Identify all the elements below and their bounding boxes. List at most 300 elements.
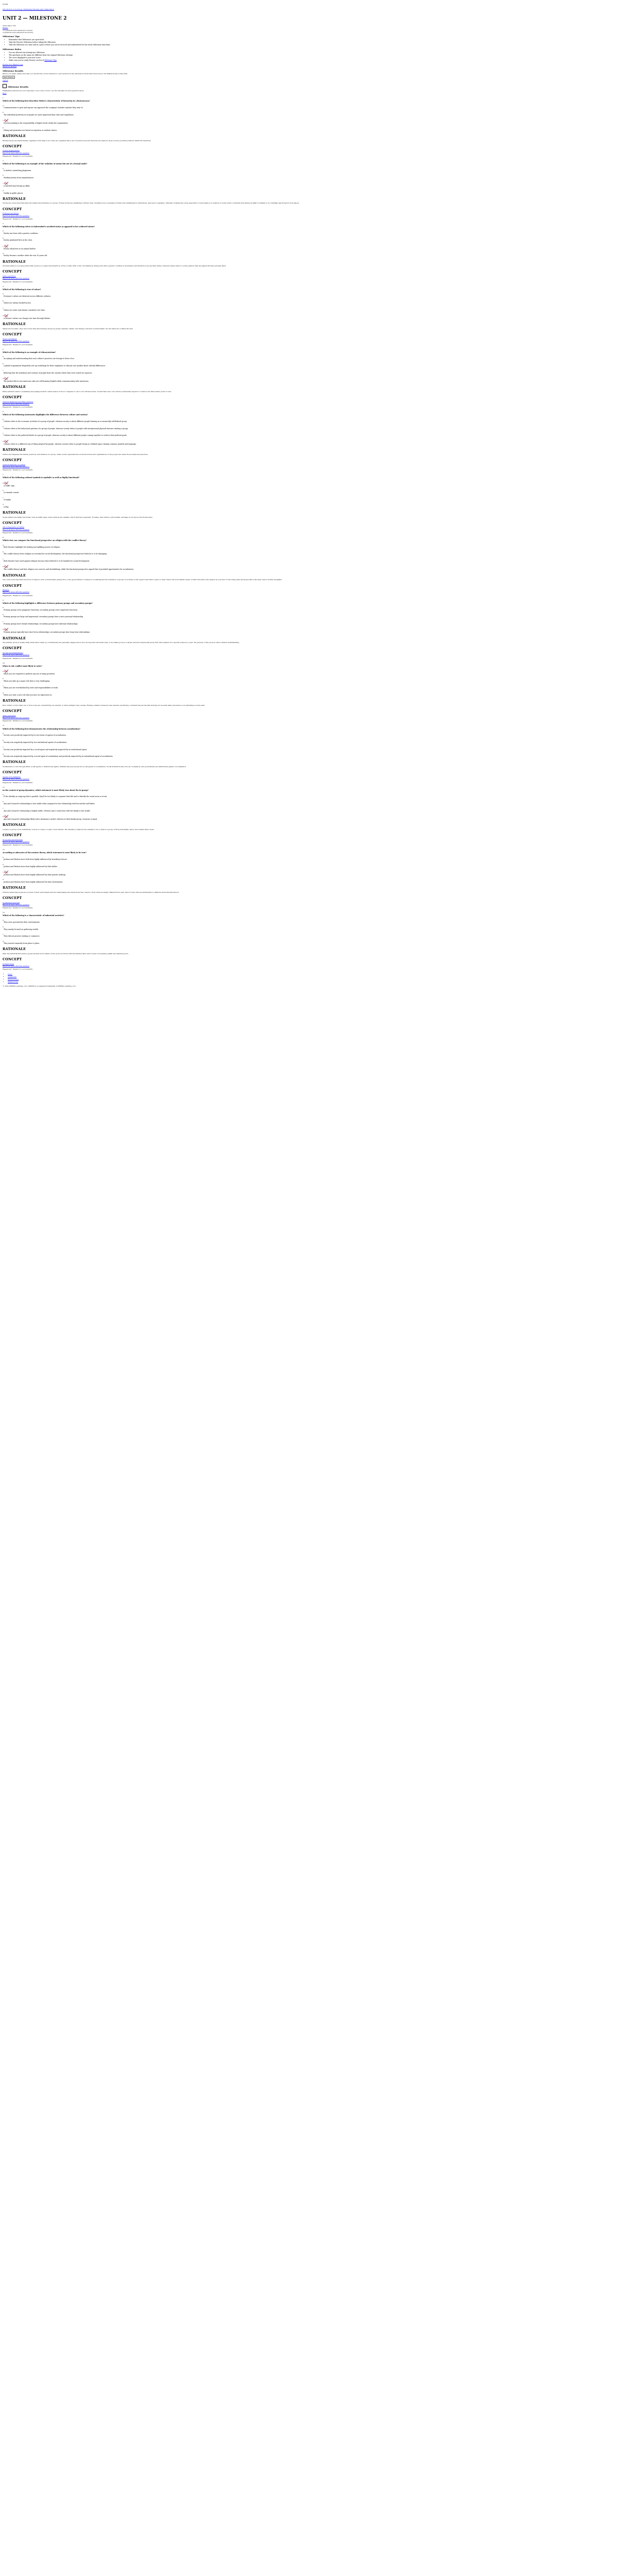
- rationale-heading: RATIONALE: [3, 385, 26, 389]
- rationale-text: One of the most important functions of religion, from a functionalist perspective, is the opportunities it creates for socializing and the formation of groups. It provides social support and offers a place to meet others who hold similar values. Conflict theorists view religion as a product of the ruling class and argue that it has been used to further inequality.: [3, 579, 282, 581]
- option-letter: b: [3, 551, 4, 553]
- option-letter: b: [3, 299, 4, 302]
- question-block: [3, 97, 610, 157]
- option-letter: a: [3, 293, 4, 295]
- answer-option[interactable]: [3, 127, 610, 131]
- concept-heading: CONCEPT: [3, 520, 22, 525]
- concept-heading: CONCEPT: [3, 332, 22, 337]
- option-letter: c: [3, 245, 4, 247]
- answer-option[interactable]: [3, 753, 610, 758]
- option-letter: d: [3, 377, 4, 380]
- option-letter: b: [3, 863, 4, 866]
- answer-option[interactable]: [3, 174, 610, 179]
- concept-link[interactable]: Status and Roles: [3, 714, 16, 717]
- report-issue-link[interactable]: Report an issue with this question: [3, 778, 30, 781]
- footer-link[interactable]: Home: [8, 973, 13, 976]
- report-issue-link[interactable]: Report an issue with this question: [3, 903, 30, 906]
- option-letter: b: [3, 237, 4, 240]
- milestone-tips-link[interactable]: Milestone Tips: [44, 59, 57, 61]
- rule-item: [9, 59, 610, 61]
- answer-option[interactable]: [3, 551, 610, 555]
- option-letter: d: [3, 940, 4, 942]
- concept-link[interactable]: Societal Types: [3, 962, 14, 965]
- option-letter: d: [3, 628, 4, 631]
- report-issue-link[interactable]: Report an issue with this question: [3, 465, 30, 468]
- report-issue-link[interactable]: Report an issue with this question: [3, 151, 30, 154]
- option-text: Stealing money from acquaintances.: [4, 176, 35, 179]
- answer-option[interactable]: [3, 544, 610, 549]
- answer-option[interactable]: [3, 105, 610, 109]
- concept-link-row: [3, 215, 610, 217]
- answer-option[interactable]: [3, 815, 610, 820]
- tip-item: • Take the Practice Milestone before taking the Milestone.: [9, 41, 610, 43]
- option-text: They were governed by their environments.: [4, 921, 40, 923]
- question-text: Which of the following best describes Weber's characteristic of hierarchy in a bureaucracy?: [3, 100, 90, 103]
- option-text: Decision-making is the responsibility of higher levels within the organization.: [4, 122, 68, 125]
- feedback-text: Hegemonic: Thanks for your feedback.: [3, 781, 33, 784]
- option-letter: a: [3, 230, 4, 232]
- question-text: Which of the following is an example of the violation of norms but not of a formal mode?: [3, 163, 88, 165]
- concept-link[interactable]: Groups and Organizations: [3, 651, 23, 654]
- tips-title: Milestone Tips: [3, 35, 20, 38]
- option-text: When you are required to perform any one of many priorities.: [4, 673, 56, 675]
- answer-option[interactable]: [3, 669, 610, 675]
- rule-item: [9, 54, 610, 56]
- option-text: Values are always backed by law.: [4, 302, 31, 304]
- answer-option[interactable]: [3, 558, 610, 563]
- option-letter: a: [3, 355, 4, 358]
- feedback-text: Hegemonic: Thanks for your feedback.: [3, 907, 33, 909]
- feedback-text: Hegemonic: Thanks for your feedback.: [3, 594, 33, 597]
- concept-link[interactable]: Values and Beliefs: [3, 337, 17, 340]
- question-number: 8: [3, 536, 4, 539]
- option-letter: a: [3, 732, 4, 734]
- option-letter: c: [3, 307, 4, 309]
- option-text: Society was positively impacted by a social agent and negatively impacted by an institutional agent.: [4, 748, 88, 751]
- concept-heading: CONCEPT: [3, 144, 22, 148]
- correct-count: 16 questions were answered correctly.: [3, 29, 33, 31]
- selected-check-icon: [4, 181, 9, 185]
- feedback-text: Hegemonic: Thanks for your feedback.: [3, 968, 33, 971]
- rationale-text: Norms are social rules that guide the beliefs and principles of a group. Formal norms are established, written rules. Violating a mos, meaning a formal norm established by institutions, may lead to penalties. Although violating the social expectation of monogamy is a violation of social norms, a married man having an affair is unlikely to be criminally sanctioned in most places.: [3, 202, 300, 205]
- question-number: 11: [3, 724, 5, 727]
- report-issue-link[interactable]: Report an issue with this question: [3, 214, 30, 217]
- option-letter: b: [3, 174, 4, 177]
- concept-link[interactable]: Socialization and Self: [3, 901, 20, 904]
- footer-item: [8, 973, 610, 975]
- report-issue-link[interactable]: Report an issue with this question: [3, 340, 30, 343]
- option-letter: d: [3, 252, 4, 255]
- option-letter: b: [3, 613, 4, 616]
- answer-option[interactable]: [3, 190, 610, 194]
- option-letter: c: [3, 119, 4, 122]
- answer-option[interactable]: [3, 377, 610, 382]
- back-link[interactable]: Back: [3, 92, 7, 95]
- answer-option[interactable]: [3, 111, 610, 116]
- selected-check-icon: [4, 481, 9, 485]
- answer-option[interactable]: [3, 439, 610, 445]
- option-text: Society was negatively impacted by two institutional agents of socialization.: [4, 741, 67, 743]
- concept-link-row: [3, 277, 610, 279]
- answer-option[interactable]: [3, 940, 610, 945]
- report-issue-link[interactable]: Report an issue with this question: [3, 841, 30, 843]
- selected-check-icon: [4, 118, 9, 122]
- course-link[interactable]: Introduction to Sociology: Embracing Diversity and Collaboration: [3, 8, 55, 11]
- selected-check-icon: [4, 815, 9, 818]
- selected-check-icon: [4, 439, 9, 443]
- answer-option[interactable]: [3, 878, 610, 883]
- concept-link-row: [3, 152, 610, 154]
- question-number: 4: [3, 285, 4, 287]
- answer-option[interactable]: [3, 237, 610, 242]
- tips-list: [3, 39, 610, 46]
- feedback-text: Hegemonic: Thanks for your feedback.: [3, 657, 33, 659]
- answer-option[interactable]: [3, 933, 610, 938]
- feedback-text: Hegemonic: Thanks for your feedback.: [3, 844, 33, 846]
- question-block: [3, 473, 610, 534]
- question-text: Which of the following is an example of ethnocentrism?: [3, 351, 56, 353]
- answer-option[interactable]: [3, 565, 610, 570]
- answer-option[interactable]: [3, 432, 610, 437]
- report-issue-link[interactable]: Report an issue with this question: [3, 403, 30, 405]
- option-text: Both theories highlight the healing and uplifting powers of religion.: [4, 546, 60, 548]
- option-letter: d: [3, 503, 4, 506]
- review-desc: Highlighted answers are your responses. If you were correct, see the rationale for each question below.: [3, 89, 84, 92]
- rationale-heading: RATIONALE: [3, 823, 26, 827]
- selected-check-icon: [4, 870, 9, 874]
- concept-link[interactable]: Cultural Relativism and Ethnocentrism: [3, 400, 33, 403]
- option-letter: c: [3, 496, 4, 499]
- concept-heading: CONCEPT: [3, 395, 22, 400]
- results-title: Milestone Results: [3, 69, 24, 72]
- question-number: 6: [3, 411, 4, 413]
- concept-heading: CONCEPT: [3, 646, 22, 651]
- option-text: The conflict theory views religion as essential for social development, the functional perspective believes it to be damaging.: [4, 553, 107, 555]
- option-text: Primary groups are large and impersonal; secondary groups have a more personal relationship.: [4, 616, 84, 618]
- cancel-link[interactable]: Cancel: [3, 79, 8, 82]
- concept-heading: CONCEPT: [3, 895, 22, 900]
- rationale-text: Role conflict occurs when one or more roles are contradicting one another or when multiple roles overlap. Finding a balance between roles requires prioritizing. A student may decide that studying for an exam takes precedence over attending a social event.: [3, 704, 205, 706]
- answer-option[interactable]: [3, 621, 610, 625]
- answer-option[interactable]: [3, 926, 610, 930]
- concept-link[interactable]: Religion: [3, 589, 9, 591]
- rationale-heading: RATIONALE: [3, 947, 26, 952]
- option-letter: c: [3, 746, 4, 749]
- option-text: A traffic sign.: [4, 484, 15, 487]
- option-text: When you take up a major role that is very challenging.: [4, 680, 50, 682]
- option-letter: d: [3, 440, 4, 443]
- footer-link[interactable]: Privacy Policy: [8, 978, 19, 980]
- option-text: A Person's values can change over time through debate.: [4, 317, 51, 320]
- answer-option[interactable]: [3, 497, 610, 501]
- rationale-heading: RATIONALE: [3, 322, 26, 327]
- option-text: Hiring and promotion are based on nepotism or random chance.: [4, 129, 58, 131]
- rule-text: Make sure you're ready. Review our list of: [9, 59, 45, 61]
- option-letter: a: [3, 104, 4, 107]
- option-text: Believing that the traditions and customs of people from the country where they were raised are superior.: [4, 371, 92, 374]
- question-block: [3, 849, 610, 909]
- option-text: The individual preferences of people are more important than rules and regulations.: [4, 113, 74, 116]
- start-review-button[interactable]: Start Review: [4, 76, 14, 79]
- option-letter: d: [3, 127, 4, 129]
- option-letter: a: [3, 482, 4, 484]
- option-text: A global organization frequently sets up workshops for their employees to educate one another about cultural differences.: [4, 365, 106, 367]
- concept-heading: CONCEPT: [3, 457, 22, 462]
- feedback-text: Hegemonic: Thanks for your feedback.: [3, 217, 33, 220]
- concept-link-row: [3, 591, 610, 593]
- option-letter: d: [3, 190, 4, 192]
- tip-item: • Take the Milestone at a time and in a place where you can be focused and undisturbed for the entire Milestone time limit.: [9, 44, 610, 46]
- rationale-heading: RATIONALE: [3, 760, 26, 765]
- answer-option[interactable]: [3, 614, 610, 618]
- report-issue-link[interactable]: Report an issue with this question: [3, 717, 30, 719]
- option-text: Primary groups have formal relationships; secondary groups have informal relationships.: [4, 622, 78, 625]
- option-letter: a: [3, 856, 4, 858]
- rationale-text: Some symbols are highly functional, such as traffic signs. Some symbols are valuable only in that they represent. Trophies, blue ribbons, gold medals, and flags do not have a functional value.: [3, 516, 153, 518]
- option-text: When you are overwhelmed by roles and responsibilities at work.: [4, 687, 58, 689]
- footer: [3, 973, 610, 987]
- answer-option[interactable]: [3, 418, 610, 423]
- double-mastery-link[interactable]: Double Your Mastery type: [3, 63, 23, 66]
- concept-heading: CONCEPT: [3, 770, 22, 775]
- rule-item: [9, 57, 610, 59]
- rule-text: The questions on the exam are different from the original Milestone attempt.: [9, 54, 73, 57]
- selected-check-icon: [4, 628, 9, 631]
- results-desc: Before you begin, please note that you can find the correct answers to each question in the rationale sections that follow below. The Milestone has a time limit.: [3, 73, 128, 75]
- option-letter: d: [3, 691, 4, 694]
- option-text: Jackson and Hudson have been highly influenced by their genetic makeup.: [4, 874, 66, 876]
- answer-option[interactable]: [3, 118, 610, 124]
- option-letter: a: [3, 167, 4, 170]
- checkbox-icon[interactable]: [3, 84, 7, 88]
- answer-option[interactable]: [3, 746, 610, 751]
- question-block: [3, 223, 610, 283]
- question-block: [3, 786, 610, 846]
- score-block: [3, 25, 610, 33]
- answer-option[interactable]: [3, 252, 610, 257]
- option-letter-row: [3, 181, 610, 185]
- option-letter: a: [3, 670, 4, 672]
- answer-option[interactable]: [3, 732, 610, 737]
- question-text: Which of the following cultural symbols is symbolic as well as highly functional?: [3, 477, 80, 479]
- selected-check-icon: [4, 565, 9, 568]
- question-block: [3, 160, 610, 220]
- option-letter-row: [3, 815, 610, 818]
- answer-option[interactable]: [3, 314, 610, 319]
- option-letter: b: [3, 111, 4, 114]
- answer-option[interactable]: [3, 919, 610, 924]
- rationale-text: Socialization occurs through either social agents or institutional agents. Families and peer groups are social agents of socialization. Social institutions like schools, workplaces, and governments are institutional agents of socialization.: [3, 766, 186, 768]
- answer-option[interactable]: [3, 230, 610, 234]
- concept-link[interactable]: The Components of Culture: [3, 526, 25, 529]
- option-text: Nudity in public places.: [4, 192, 24, 194]
- concept-heading: CONCEPT: [3, 583, 22, 588]
- option-text: Jackson and Hudson have been highly influenced by their environment.: [4, 880, 63, 883]
- option-text: When you start a new role that you have no experience in.: [4, 694, 53, 696]
- answer-option[interactable]: [3, 293, 610, 297]
- answer-option[interactable]: [3, 355, 610, 360]
- option-letter: c: [3, 685, 4, 687]
- concept-heading: CONCEPT: [3, 269, 22, 274]
- option-letter: c: [3, 369, 4, 372]
- question-text: Which of the following statements highlights the difference between culture and society?: [3, 414, 88, 416]
- answer-option[interactable]: [3, 807, 610, 812]
- answer-option[interactable]: [3, 685, 610, 689]
- option-letter: d: [3, 314, 4, 317]
- rationale-heading: RATIONALE: [3, 448, 26, 452]
- question-text: Which of the following best demonstrates the relationship between socialization?: [3, 727, 80, 730]
- concept-link[interactable]: Status and Roles: [3, 275, 16, 278]
- answer-option[interactable]: [3, 677, 610, 682]
- option-text: The pusher did its own American cake not self-learning English while communicating with Americans.: [4, 380, 89, 382]
- concept-heading: CONCEPT: [3, 833, 22, 838]
- footer-item: [8, 981, 610, 983]
- option-text: A romantic sonnet.: [4, 492, 20, 494]
- rationale-text: Nurture states that people are a result of their environment and the relationships and interactions they observe. Even twins are highly different from each other in ways that are attributable to different environmental factors.: [3, 891, 180, 893]
- option-text: Culture refers to a different way of living adopted by people, whereas society refers to people living in a defined space sharing common symbols and language.: [4, 443, 137, 445]
- question-number: 10: [3, 662, 5, 664]
- rationale-text: Bureaucracies are hierarchically organized, from high to low. They are organized like a set of nested boxes and decisions are made by those in more powerful positions within the hierarchy.: [3, 139, 151, 142]
- milestone-results-link[interactable]: Milestone Results: [3, 65, 17, 68]
- option-text: Culture refers to the economic activities of a group of people, whereas society is about different people forming an economically self-defined group.: [4, 420, 127, 423]
- option-text: Jackson and Hudson have both been highly influenced by hereditary factors.: [4, 858, 67, 861]
- answer-option[interactable]: [3, 369, 610, 374]
- rules-title: Milestone Rules: [3, 48, 22, 51]
- option-text: Easley graduated first in the class.: [4, 239, 33, 242]
- option-letter: a: [3, 606, 4, 609]
- rationale-heading: RATIONALE: [3, 573, 26, 578]
- selected-check-icon: [4, 244, 9, 248]
- report-issue-link[interactable]: Report an issue with this question: [3, 591, 30, 594]
- option-letter: c: [3, 807, 4, 810]
- question-number: 9: [3, 599, 4, 601]
- answer-option[interactable]: [3, 628, 610, 633]
- option-text: Accepting and understanding that each culture's practices are foreign to those of us.: [4, 358, 75, 360]
- rationale-heading: RATIONALE: [3, 636, 26, 640]
- rationale-text: A dyad is a group of two individuals, such as a couple or a pair of best friends. The intensity is high but the stability is low. A triad is a group of three individuals, and is more stable than a dyad.: [3, 828, 154, 831]
- question-number: 13: [3, 849, 5, 851]
- rationale-heading: RATIONALE: [3, 134, 26, 138]
- option-letter: c: [3, 620, 4, 623]
- answer-option[interactable]: [3, 606, 610, 611]
- answer-option[interactable]: [3, 870, 610, 876]
- question-number: 1: [3, 97, 4, 99]
- concept-link[interactable]: Formal Organizations: [3, 149, 20, 152]
- answer-option[interactable]: [3, 167, 610, 172]
- option-text: The conflict theory said that religion was coercive and destabilizing, while the functional perspective argued that it provided opportunities for socialization.: [4, 568, 134, 571]
- logo-text: Sophia: [3, 3, 8, 5]
- option-letter: a: [3, 919, 4, 921]
- question-text: In the context of group dynamics, which statement is most likely true about the in-group?: [3, 789, 89, 791]
- option-text: Ana and Leonard's relationship likely took a dominance model, whereas in their family group, everyone is equal.: [4, 818, 98, 820]
- option-letter-row: [3, 439, 610, 443]
- answer-option[interactable]: [3, 481, 610, 487]
- feedback-text: Hegemonic: Thanks for your feedback.: [3, 720, 33, 722]
- concept-heading: CONCEPT: [3, 957, 22, 962]
- option-text: A married man having an affair.: [4, 184, 30, 187]
- option-text: A trophy.: [4, 498, 11, 501]
- rationale-text: Ethnocentrism refers to evaluating and judging another culture based on how it compares to one's own cultural norms. A belief that one's own culture is inherently superior to others is an ethnocentric point of view.: [3, 390, 171, 393]
- feedback-text: Hegemonic: Thanks for your feedback.: [3, 155, 33, 158]
- footer-item: [8, 978, 610, 980]
- concept-link[interactable]: Agents of Socialization: [3, 775, 21, 778]
- answer-option[interactable]: [3, 300, 610, 304]
- question-text: According to advocates of the nurture theory, which statement is most likely to be true?: [3, 852, 87, 854]
- question-block: [3, 724, 610, 783]
- option-text: Jackson and Hudson have been highly influenced by their father.: [4, 865, 58, 868]
- printer-link[interactable]: Printer: [3, 27, 8, 29]
- feedback-text: Hegemonic: Thanks for your feedback.: [3, 280, 33, 283]
- sophia-logo[interactable]: [3, 3, 610, 5]
- answer-option[interactable]: [3, 692, 610, 697]
- option-letter: b: [3, 926, 4, 928]
- option-letter-row: [3, 481, 610, 485]
- concept-link[interactable]: Folkways and Mores: [3, 212, 19, 215]
- answer-option[interactable]: [3, 489, 610, 494]
- footer-link[interactable]: Contact Us: [8, 976, 16, 978]
- answer-option[interactable]: [3, 739, 610, 744]
- copyright: © 2023 SOPHIA Learning, LLC. SOPHIA is a registered trademark of SOPHIA Learning, LLC.: [3, 985, 77, 988]
- option-letter: c: [3, 557, 4, 560]
- report-issue-link[interactable]: Report an issue with this question: [3, 277, 30, 280]
- review-title: Milestone Results: [8, 85, 29, 88]
- option-text: Values are static and remain consistent over time.: [4, 309, 46, 311]
- option-text: A flag.: [4, 505, 9, 508]
- page-title: UNIT 2 — MILESTONE 2: [3, 16, 67, 22]
- answer-option[interactable]: [3, 856, 610, 861]
- question-block: [3, 911, 610, 970]
- answer-option[interactable]: [3, 244, 610, 250]
- report-issue-link[interactable]: Report an issue with this question: [3, 964, 30, 967]
- option-letter: b: [3, 425, 4, 428]
- answer-option[interactable]: [3, 363, 610, 367]
- option-letter: c: [3, 871, 4, 873]
- rules-list: [3, 52, 610, 61]
- answer-option[interactable]: [3, 801, 610, 805]
- report-issue-link[interactable]: Report an issue with this question: [3, 654, 30, 656]
- question-text: Which of the following highlights a difference between primary groups and secondary groups?: [3, 602, 93, 604]
- option-text: They mainly focused on gathering wealth.: [4, 928, 39, 930]
- option-text: A student committing plagiarism.: [4, 169, 32, 172]
- concept-link[interactable]: Cultural Elements of Culture: [3, 463, 26, 466]
- rationale-text: Culture encompasses the beliefs, practices, and artifacts of a group, while society represents the social structures and organizations of the people who share those beliefs and practices.: [3, 453, 148, 455]
- answer-option[interactable]: [3, 503, 610, 508]
- answer-option[interactable]: [3, 307, 610, 312]
- score-fraction: 20/23 that's 73%: [3, 25, 16, 27]
- report-issue-link[interactable]: Report an issue with this question: [3, 528, 30, 531]
- option-letter: b: [3, 800, 4, 803]
- option-letter: d: [3, 565, 4, 568]
- option-text: Communication is open and anyone can approach the company's founder anytime they want to.: [4, 107, 83, 109]
- option-text: Ana and Leonard's relationships is less stable when compared to her relationship with her mother and father.: [4, 803, 95, 805]
- question-number: 12: [3, 786, 5, 788]
- option-letter: b: [3, 489, 4, 492]
- answer-option[interactable]: [3, 181, 610, 187]
- option-letter: a: [3, 418, 4, 420]
- answer-option[interactable]: [3, 426, 610, 430]
- question-block: [3, 599, 610, 659]
- option-text: If the identify an outgroup that is parallel, they'll be less likely to organize their life and to identify the social norm or event.: [4, 795, 108, 798]
- question-block: [3, 662, 610, 722]
- answer-option[interactable]: [3, 863, 610, 868]
- concept-link[interactable]: Group Size and Structure: [3, 838, 23, 841]
- rule-text: You are allowed one attempt per Milestone.: [9, 52, 45, 54]
- answer-option[interactable]: [3, 793, 610, 798]
- question-block: [3, 536, 610, 597]
- option-text: They moved commonly from place to place.: [4, 942, 40, 944]
- footer-link[interactable]: Terms of Use: [8, 980, 19, 983]
- question-number: 7: [3, 473, 4, 476]
